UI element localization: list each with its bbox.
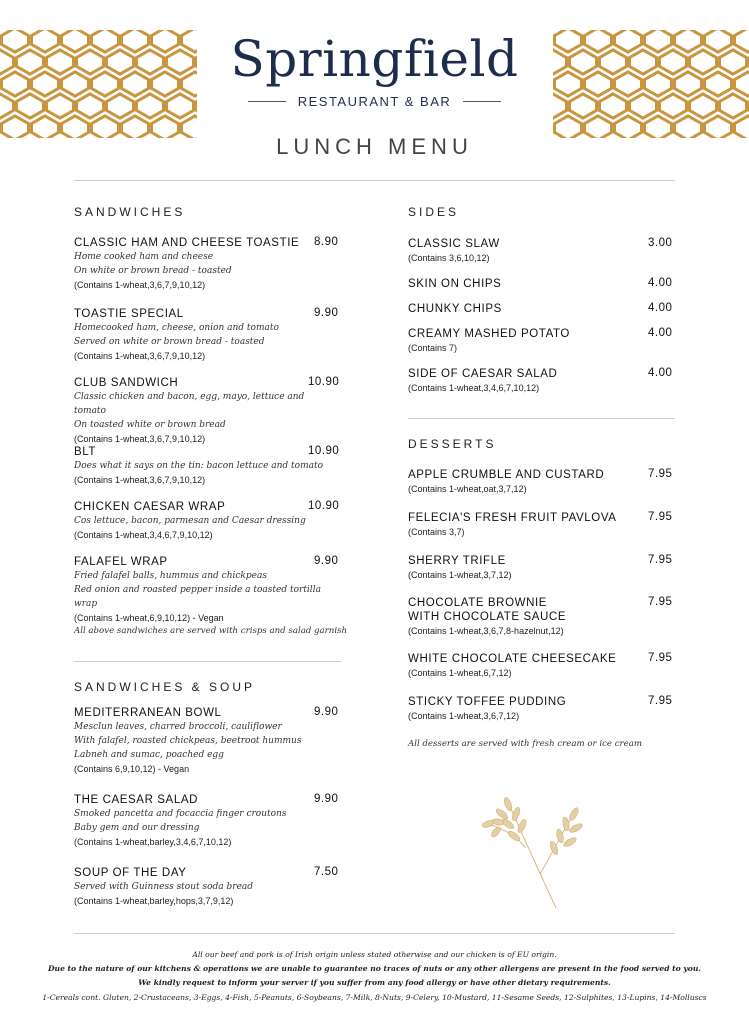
lattice-shape: [77, 94, 104, 118]
item-allergens: (Contains 1-wheat,3,6,7,9,10,12): [74, 280, 206, 290]
item-name: STICKY TOFFEE PUDDING: [408, 696, 567, 708]
lattice-shape: [2, 72, 29, 96]
item-name: SKIN ON CHIPS: [408, 278, 502, 290]
lattice-shape: [585, 116, 612, 138]
item-price: 8.90: [314, 236, 339, 248]
item-price: 7.95: [648, 596, 673, 608]
menu-item: [408, 237, 673, 265]
item-name: THE CAESAR SALAD: [74, 794, 198, 806]
menu-item: [408, 327, 673, 355]
item-allergens: (Contains 1-wheat,barley,hops,3,7,9,12): [74, 896, 234, 906]
lattice-shape: [0, 50, 14, 74]
item-price: 7.95: [648, 468, 673, 480]
lattice-shape: [62, 30, 89, 52]
item-name: FELECIA'S FRESH FRUIT PAVLOVA: [408, 512, 617, 524]
lattice-shape: [735, 30, 749, 52]
footer-allergy-request: We kindly request to inform your server if you suffer from any food allergy or have other dietary requirements.: [138, 978, 611, 987]
item-allergens: (Contains 1-wheat,oat,3,7,12): [408, 484, 527, 494]
menu-item: [408, 511, 673, 539]
item-price: 4.00: [648, 327, 673, 339]
item-price: 7.95: [648, 511, 673, 523]
item-price: 10.90: [308, 376, 340, 388]
item-price: 10.90: [308, 445, 340, 457]
item-price: 9.90: [314, 793, 339, 805]
item-name: TOASTIE SPECIAL: [74, 308, 184, 320]
item-name: MEDITERRANEAN BOWL: [74, 707, 222, 719]
item-name: CHOCOLATE BROWNIE: [408, 597, 548, 609]
lattice-shape: [660, 94, 687, 118]
item-allergens: (Contains 1-wheat,3,6,7,9,10,12): [74, 434, 206, 444]
item-name: WHITE CHOCOLATE CHEESECAKE: [408, 653, 617, 665]
item-price: 4.00: [648, 367, 673, 379]
item-allergens: (Contains 3,6,10,12): [408, 253, 490, 263]
menu-item: [408, 596, 673, 638]
menu-item: [74, 555, 338, 625]
item-allergens: (Contains 1-wheat,6,7,12): [408, 668, 512, 678]
lattice-shape: [645, 72, 672, 96]
lattice-shape: [197, 50, 198, 74]
lattice-shape: [660, 50, 687, 74]
lattice-shape: [182, 72, 198, 96]
item-description: Classic chicken and bacon, egg, mayo, lettuce and tomato: [74, 392, 305, 416]
lattice-shape: [122, 72, 149, 96]
lattice-shape: [553, 50, 567, 74]
lattice-shape: [585, 72, 612, 96]
lattice-shape: [615, 116, 642, 138]
divider-line: [248, 101, 286, 102]
item-allergens: (Contains 1-wheat,barley,3,4,6,7,10,12): [74, 837, 232, 847]
item-allergens: (Contains 3,7): [408, 527, 465, 537]
item-description: Mesclun leaves, charred broccoli, cauliflower: [74, 722, 282, 732]
menu-item: [408, 302, 673, 316]
menu-item: [408, 695, 673, 723]
lattice-shape: [77, 50, 104, 74]
section-divider: [74, 661, 341, 662]
lattice-shape: [32, 72, 59, 96]
item-description: Fried falafel balls, hummus and chickpeas: [74, 571, 267, 581]
menu-item: [74, 706, 338, 776]
item-description: Served with Guinness stout soda bread: [74, 882, 254, 892]
lattice-shape: [92, 30, 119, 52]
item-allergens: (Contains 6,9,10,12) - Vegan: [74, 764, 190, 774]
geometric-pattern-right: [553, 30, 749, 138]
lattice-shape: [705, 116, 732, 138]
lattice-shape: [17, 50, 44, 74]
wheat-illustration: [478, 790, 588, 912]
item-price: 7.95: [648, 695, 673, 707]
item-name: FALAFEL WRAP: [74, 556, 168, 568]
lattice-shape: [585, 30, 612, 52]
lattice-shape: [107, 50, 134, 74]
lattice-shape: [705, 72, 732, 96]
geometric-pattern-left: [0, 30, 197, 138]
lattice-shape: [555, 72, 582, 96]
item-name: CLUB SANDWICH: [74, 377, 179, 389]
lattice-shape: [122, 30, 149, 52]
menu-item: [408, 277, 673, 291]
item-price: 7.95: [648, 652, 673, 664]
item-name: APPLE CRUMBLE AND CUSTARD: [408, 469, 605, 481]
lattice-shape: [720, 94, 747, 118]
item-price: 7.95: [648, 554, 673, 566]
lattice-shape: [735, 72, 749, 96]
lattice-shape: [675, 72, 702, 96]
item-name: CLASSIC HAM AND CHEESE TOASTIE: [74, 237, 300, 249]
footer-allergy-warning: Due to the nature of our kitchens & operations we are unable to guarantee no traces of nuts or any other allergens are present in the food served to you.: [47, 964, 702, 973]
lattice-shape: [645, 116, 672, 138]
item-description: Labneh and sumac, poached egg: [74, 750, 224, 760]
lattice-shape: [152, 116, 179, 138]
item-allergens: (Contains 1-wheat,6,9,10,12) - Vegan: [74, 613, 224, 623]
brand-name: Springfield: [230, 30, 519, 88]
section-divider: [408, 418, 675, 419]
footer-origin-note: All our beef and pork is of Irish origin unless stated otherwise and our chicken is of EU origin.: [192, 950, 557, 959]
top-divider: [74, 180, 675, 181]
item-description: Red onion and roasted pepper inside a toasted tortilla wrap: [74, 585, 321, 609]
brand-header: [200, 28, 549, 109]
lattice-shape: [137, 50, 164, 74]
item-name: BLT: [74, 446, 97, 458]
lattice-shape: [675, 116, 702, 138]
item-name: CREAMY MASHED POTATO: [408, 328, 570, 340]
footer-divider: [74, 933, 675, 934]
item-name: SOUP OF THE DAY: [74, 867, 187, 879]
brand-subtitle: RESTAURANT & BAR: [297, 94, 452, 109]
item-allergens: (Contains 1-wheat,3,6,7,12): [408, 711, 520, 721]
lattice-shape: [17, 94, 44, 118]
lattice-shape: [630, 94, 657, 118]
brand-subtitle-row: [200, 94, 549, 109]
item-name-line2: WITH CHOCOLATE SAUCE: [408, 611, 567, 623]
item-allergens: (Contains 1-wheat,3,4,6,7,9,10,12): [74, 530, 213, 540]
item-price: 4.00: [648, 277, 673, 289]
item-description: Homecooked ham, cheese, onion and tomato: [74, 323, 279, 333]
lattice-shape: [47, 50, 74, 74]
lattice-shape: [735, 116, 749, 138]
item-name: CLASSIC SLAW: [408, 238, 500, 250]
lattice-shape: [600, 94, 627, 118]
lattice-shape: [2, 30, 29, 52]
menu-item: [74, 500, 338, 542]
lattice-shape: [107, 94, 134, 118]
lattice-shape: [645, 30, 672, 52]
item-description: On white or brown bread - toasted: [74, 266, 232, 276]
menu-item: [74, 866, 338, 908]
item-name: SHERRY TRIFLE: [408, 555, 506, 567]
item-description: Cos lettuce, bacon, parmesan and Caesar dressing: [74, 516, 306, 526]
lattice-shape: [720, 50, 747, 74]
lattice-shape: [553, 94, 567, 118]
item-allergens: (Contains 1-wheat,3,6,7,8-hazelnut,12): [408, 626, 564, 636]
item-description: With falafel, roasted chickpeas, beetroot hummus: [74, 736, 302, 746]
item-price: 9.90: [314, 555, 339, 567]
lattice-shape: [167, 94, 194, 118]
lattice-shape: [182, 116, 198, 138]
lattice-shape: [152, 30, 179, 52]
lattice-shape: [137, 94, 164, 118]
footer-allergen-legend: 1-Cereals cont. Gluten, 2-Crustaceans, 3-Eggs, 4-Fish, 5-Peanuts, 6-Soybeans, 7-Milk, 8-Nuts, 9-Celery, 10-Mustard, 11-Sesame Seeds, 12-Sulphites, 13-Lupins, 14-Molluscs: [42, 993, 707, 1002]
menu-item: [74, 445, 338, 487]
lattice-shape: [615, 30, 642, 52]
menu-item: [408, 367, 673, 395]
item-name: CHICKEN CAESAR WRAP: [74, 501, 226, 513]
menu-item: [74, 307, 338, 363]
lattice-shape: [690, 50, 717, 74]
item-description: Home cooked ham and cheese: [74, 252, 214, 262]
lattice-shape: [122, 116, 149, 138]
desserts-note: All desserts are served with fresh cream or ice cream: [408, 739, 643, 749]
lattice-shape: [62, 72, 89, 96]
lattice-shape: [570, 50, 597, 74]
item-description: On toasted white or brown bread: [74, 420, 226, 430]
section-title-sandwiches: SANDWICHES: [74, 205, 186, 219]
lattice-shape: [47, 94, 74, 118]
lattice-shape: [2, 116, 29, 138]
lattice-shape: [0, 94, 14, 118]
section-title-sandwiches-soup: SANDWICHES & SOUP: [74, 680, 256, 694]
item-allergens: (Contains 7): [408, 343, 458, 353]
item-allergens: (Contains 1-wheat,3,6,7,9,10,12): [74, 475, 206, 485]
item-description: Served on white or brown bread - toasted: [74, 337, 265, 347]
menu-item: [408, 468, 673, 496]
section-title-sides: SIDES: [408, 205, 460, 219]
lattice-shape: [555, 116, 582, 138]
lattice-shape: [32, 30, 59, 52]
menu-item: [74, 793, 338, 849]
lattice-shape: [182, 30, 198, 52]
lattice-shape: [152, 72, 179, 96]
item-price: 9.90: [314, 307, 339, 319]
item-name: CHUNKY CHIPS: [408, 303, 502, 315]
item-price: 9.90: [314, 706, 339, 718]
item-allergens: (Contains 1-wheat,3,7,12): [408, 570, 512, 580]
item-description: Baby gem and our dressing: [74, 823, 200, 833]
divider-line: [463, 101, 501, 102]
lattice-shape: [555, 30, 582, 52]
lattice-shape: [92, 116, 119, 138]
sandwiches-note: All above sandwiches are served with crisps and salad garnish: [74, 626, 348, 636]
item-name: SIDE OF CAESAR SALAD: [408, 368, 558, 380]
lattice-shape: [32, 116, 59, 138]
section-title-desserts: DESSERTS: [408, 437, 497, 451]
lattice-shape: [600, 50, 627, 74]
lattice-shape: [197, 94, 198, 118]
item-price: 3.00: [648, 237, 673, 249]
lattice-shape: [705, 30, 732, 52]
lattice-shape: [615, 72, 642, 96]
lattice-shape: [690, 94, 717, 118]
item-price: 4.00: [648, 302, 673, 314]
menu-item: [408, 652, 673, 680]
menu-title: LUNCH MENU: [276, 134, 473, 159]
menu-item: [74, 236, 338, 292]
lattice-shape: [62, 116, 89, 138]
item-description: Does what it says on the tin: bacon lettuce and tomato: [74, 461, 324, 471]
lattice-shape: [92, 72, 119, 96]
item-price: 7.50: [314, 866, 339, 878]
menu-item: [74, 376, 338, 446]
lattice-shape: [167, 50, 194, 74]
lattice-shape: [675, 30, 702, 52]
lattice-shape: [570, 94, 597, 118]
menu-item: [408, 554, 673, 582]
item-allergens: (Contains 1-wheat,3,6,7,9,10,12): [74, 351, 206, 361]
lattice-shape: [630, 50, 657, 74]
item-allergens: (Contains 1-wheat,3,4,6,7,10,12): [408, 383, 540, 393]
item-price: 10.90: [308, 500, 340, 512]
item-description: Smoked pancetta and focaccia finger croutons: [74, 809, 287, 819]
